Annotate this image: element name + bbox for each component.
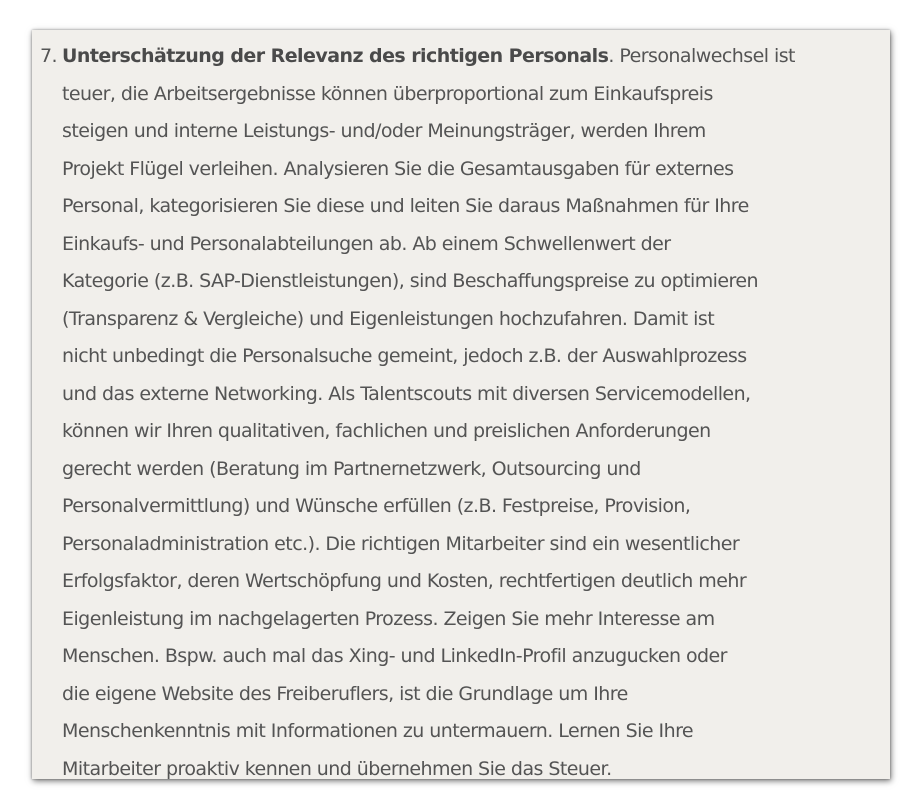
item-heading: Unterschätzung der Relevanz des richtigen Personals — [62, 45, 609, 67]
paragraph-line: teuer, die Arbeitsergebnisse können überproportional zum Einkaufspreis — [62, 82, 713, 105]
paragraph-line: Personal, kategorisieren Sie diese und leiten Sie daraus Maßnahmen für Ihre — [62, 195, 749, 217]
paragraph-line: und das externe Networking. Als Talentscouts mit diversen Servicemodellen, — [62, 382, 751, 405]
paragraph-line — [62, 38, 885, 76]
paragraph-line: Menschenkenntnis mit Informationen zu untermauern. Lernen Sie Ihre — [62, 720, 694, 742]
paragraph-line: Einkaufs- und Personalabteilungen ab. Ab einem Schwellenwert der — [62, 232, 671, 255]
paragraph-line: Kategorie (z.B. SAP-Dienstleistungen), sind Beschaffungspreise zu optimieren — [62, 270, 759, 292]
paragraph-line: Eigenleistung im nachgelagerten Prozess. Zeigen Sie mehr Interesse am — [62, 607, 715, 630]
paragraph-line: können wir Ihren qualitativen, fachlichen und preislichen Anforderungen — [62, 420, 711, 442]
paragraph-line: Projekt Flügel verleihen. Analysieren Sie die Gesamtausgaben für externes — [62, 157, 734, 180]
paragraph-line: die eigene Website des Freiberuflers, ist die Grundlage um Ihre — [62, 682, 628, 705]
paragraph-line: Mitarbeiter proaktiv kennen und übernehmen Sie das Steuer. — [62, 757, 612, 779]
list-number: 7. — [40, 45, 58, 67]
paragraph-line: Personalvermittlung) und Wünsche erfüllen (z.B. Festpreise, Provision, — [62, 495, 691, 517]
paragraph-line: steigen und interne Leistungs- und/oder Meinungsträger, werden Ihrem — [62, 120, 706, 142]
text-excerpt-card — [32, 30, 890, 779]
paragraph-line: gerecht werden (Beratung im Partnernetzwerk, Outsourcing und — [62, 457, 641, 480]
numbered-list-item — [40, 38, 885, 779]
paragraph-line: Erfolgsfaktor, deren Wertschöpfung und Kosten, rechtfertigen deutlich mehr — [62, 570, 747, 592]
paragraph — [62, 38, 885, 779]
paragraph-line: nicht unbedingt die Personalsuche gemeint, jedoch z.B. der Auswahlprozess — [62, 345, 747, 367]
paragraph-line: Personaladministration etc.). Die richtigen Mitarbeiter sind ein wesentlicher — [62, 532, 740, 555]
line-text: . Personalwechsel ist — [608, 45, 795, 67]
paragraph-line: (Transparenz & Vergleiche) und Eigenleistungen hochzufahren. Damit ist — [62, 307, 715, 330]
paragraph-line: Menschen. Bspw. auch mal das Xing- und LinkedIn-Profil anzugucken oder — [62, 645, 727, 667]
